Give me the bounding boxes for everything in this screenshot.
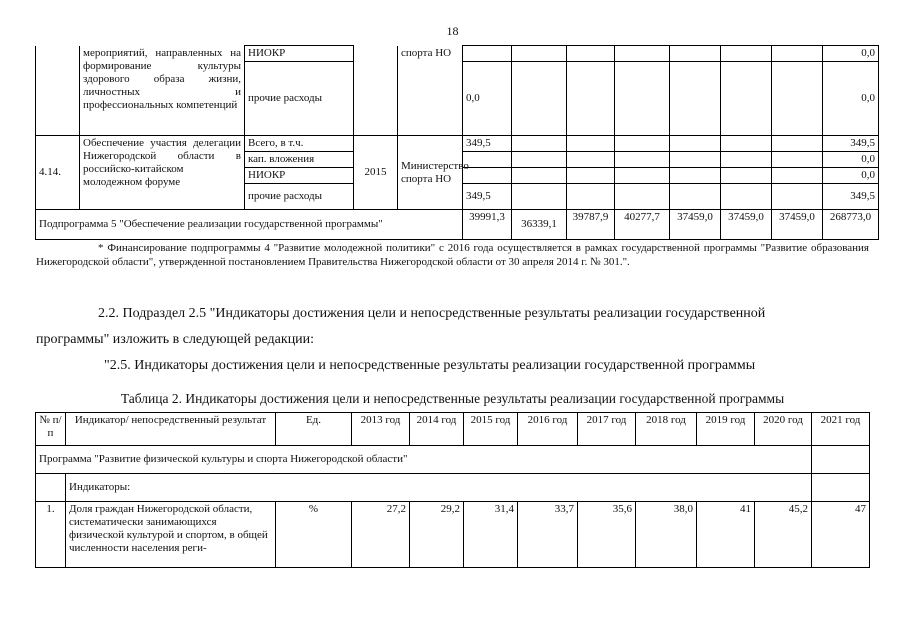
column-header: 2019 год: [697, 413, 755, 446]
value-cell: [721, 168, 772, 184]
value-cell: [567, 168, 615, 184]
value-cell: 0,0: [463, 62, 512, 136]
value-cell: [512, 184, 567, 210]
footnote: * Финансирование подпрограммы 4 "Развитие молодежной политики" с 2016 года осуществляется в рамках государственной программы "Развитие образования Нижегородской области", утвержденной постановлением Правительства Нижегородской области от 30 апреля 2014 г. № 301.".: [36, 242, 869, 268]
value-cell: 349,5: [463, 184, 512, 210]
value-cell: 0,0: [823, 152, 879, 168]
expense-type: кап. вложения: [245, 152, 354, 168]
table-row: [36, 46, 879, 62]
value-cell: [721, 46, 772, 62]
value-cell: 33,7: [518, 502, 578, 568]
value-cell: [615, 46, 670, 62]
year-cell: 2015: [354, 136, 398, 210]
indicators-label: Индикаторы:: [66, 474, 812, 502]
expense-type: НИОКР: [245, 46, 354, 62]
indicators-label-row: [36, 474, 870, 502]
column-header: 2013 год: [352, 413, 410, 446]
row-num: [36, 46, 80, 136]
value-cell: [567, 62, 615, 136]
header-row: [36, 413, 870, 446]
value-cell: [615, 152, 670, 168]
value-cell: 31,4: [464, 502, 518, 568]
value-cell: [463, 152, 512, 168]
value-cell: 47: [812, 502, 870, 568]
column-header: 2016 год: [518, 413, 578, 446]
indicator-name: Доля граждан Нижегородской области, систематически занимающихся физической культурой и спортом, в общей численности населения реги-: [66, 502, 276, 568]
program-title: Программа "Развитие физической культуры и спорта Нижегородской области": [36, 446, 812, 474]
total-value: 37459,0: [721, 210, 772, 240]
value-cell: [567, 46, 615, 62]
value-cell: [721, 152, 772, 168]
expense-type: прочие расходы: [245, 62, 354, 136]
value-cell: [721, 184, 772, 210]
value-cell: [772, 184, 823, 210]
measure-name: мероприятий, направленных на формирование культуры здорового образа жизни, личностных и профессиональных компетенций: [80, 46, 245, 136]
value-cell: [512, 136, 567, 152]
value-cell: [512, 62, 567, 136]
unit-cell: %: [276, 502, 352, 568]
value-cell: [670, 46, 721, 62]
total-label: Подпрограмма 5 "Обеспечение реализации государственной программы": [36, 210, 463, 240]
total-value: 40277,7: [615, 210, 670, 240]
value-cell: [670, 168, 721, 184]
value-cell: 29,2: [410, 502, 464, 568]
value-cell: [567, 184, 615, 210]
row-num: 4.14.: [36, 136, 80, 210]
value-cell: [670, 152, 721, 168]
value-cell: 0,0: [823, 46, 879, 62]
value-cell: [615, 184, 670, 210]
value-cell: [463, 46, 512, 62]
value-cell: [615, 168, 670, 184]
empty-cell: [36, 474, 66, 502]
indicators-table: [35, 412, 870, 568]
value-cell: 349,5: [823, 184, 879, 210]
value-cell: [567, 136, 615, 152]
value-cell: [512, 46, 567, 62]
total-value: 39991,3: [463, 210, 512, 240]
total-value: 36339,1: [512, 210, 567, 240]
empty-cell: [812, 446, 870, 474]
value-cell: [670, 136, 721, 152]
column-header: Индикатор/ непосредственный результат: [66, 413, 276, 446]
value-cell: [721, 62, 772, 136]
table-row: [36, 136, 879, 152]
empty-cell: [812, 474, 870, 502]
value-cell: [567, 152, 615, 168]
table-caption: Таблица 2. Индикаторы достижения цели и непосредственные результаты реализации государственной программы: [120, 391, 785, 406]
funding-table: [35, 45, 879, 240]
value-cell: 35,6: [578, 502, 636, 568]
column-header: 2018 год: [636, 413, 697, 446]
value-cell: 349,5: [463, 136, 512, 152]
column-header: 2014 год: [410, 413, 464, 446]
row-num: 1.: [36, 502, 66, 568]
total-row: [36, 210, 879, 240]
executor-cell: спорта НО: [398, 46, 463, 136]
value-cell: [772, 152, 823, 168]
expense-type: прочие расходы: [245, 184, 354, 210]
column-header: 2020 год: [755, 413, 812, 446]
value-cell: [772, 168, 823, 184]
total-value: 37459,0: [670, 210, 721, 240]
value-cell: 0,0: [823, 62, 879, 136]
executor-cell: Министерство спорта НО: [398, 136, 463, 210]
value-cell: [670, 62, 721, 136]
value-cell: 41: [697, 502, 755, 568]
table-row: [36, 502, 870, 568]
program-row: [36, 446, 870, 474]
value-cell: 45,2: [755, 502, 812, 568]
expense-type: НИОКР: [245, 168, 354, 184]
value-cell: [615, 136, 670, 152]
page-number: 18: [446, 24, 459, 38]
column-header: Ед.: [276, 413, 352, 446]
value-cell: [772, 62, 823, 136]
value-cell: 349,5: [823, 136, 879, 152]
value-cell: 38,0: [636, 502, 697, 568]
expense-type: Всего, в т.ч.: [245, 136, 354, 152]
body-paragraph: 2.2. Подраздел 2.5 "Индикаторы достижения цели и непосредственные результаты реализации государственной: [98, 306, 766, 321]
value-cell: [615, 62, 670, 136]
column-header: 2015 год: [464, 413, 518, 446]
value-cell: 27,2: [352, 502, 410, 568]
total-value: 37459,0: [772, 210, 823, 240]
value-cell: [512, 168, 567, 184]
value-cell: [512, 152, 567, 168]
measure-name: Обеспечение участия делегации Нижегородской области в российско-китайском молодежном форуме: [80, 136, 245, 210]
value-cell: [772, 136, 823, 152]
value-cell: [670, 184, 721, 210]
column-header: № п/п: [36, 413, 66, 446]
value-cell: [772, 46, 823, 62]
value-cell: 0,0: [823, 168, 879, 184]
body-paragraph: программы" изложить в следующей редакции:: [36, 332, 315, 347]
section-heading: "2.5. Индикаторы достижения цели и непосредственные результаты реализации государственной программы: [104, 358, 756, 373]
column-header: 2017 год: [578, 413, 636, 446]
total-value: 39787,9: [567, 210, 615, 240]
value-cell: [721, 136, 772, 152]
year-cell: [354, 46, 398, 136]
column-header: 2021 год: [812, 413, 870, 446]
value-cell: [463, 168, 512, 184]
total-value: 268773,0: [823, 210, 879, 240]
